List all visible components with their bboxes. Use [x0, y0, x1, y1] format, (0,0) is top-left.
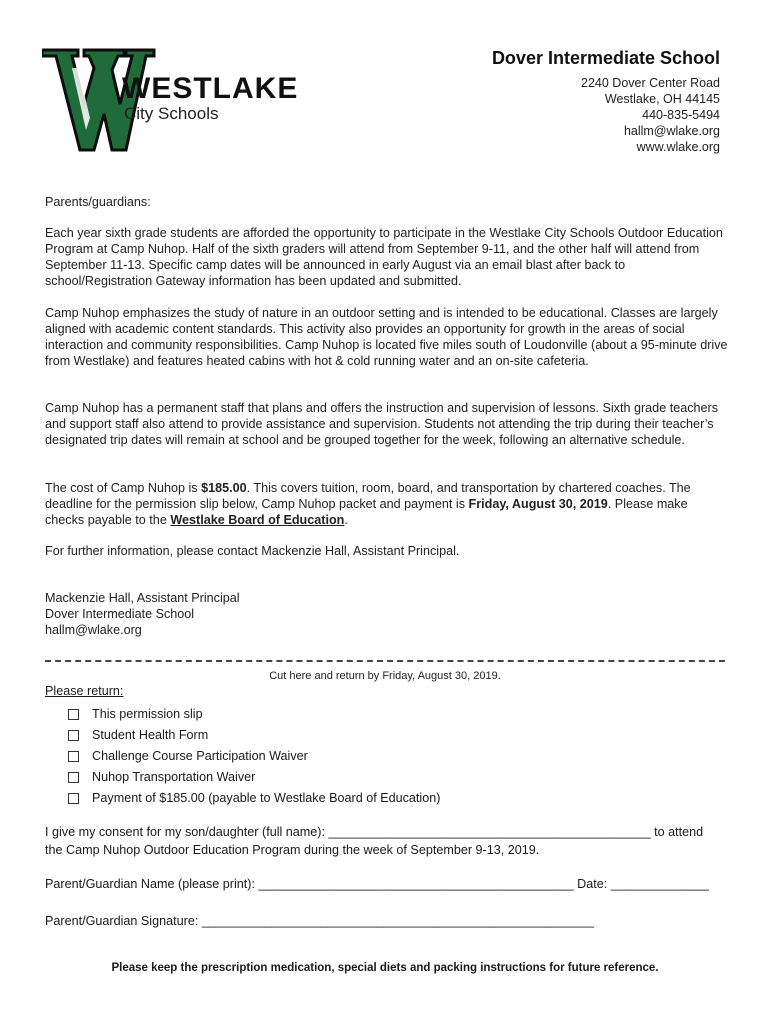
school-header: [492, 48, 720, 155]
checkbox[interactable]: [68, 793, 79, 804]
guardian-signature-field[interactable]: Parent/Guardian Signature: ________________________________________________________: [45, 914, 595, 928]
checklist-item: Payment of $185.00 (payable to Westlake Board of Education): [68, 788, 440, 809]
website-line: www.wlake.org: [636, 140, 720, 154]
signature-line: hallm@wlake.org: [45, 623, 142, 637]
email-line: hallm@wlake.org: [623, 124, 720, 138]
deadline-date: Friday, August 30, 2019: [468, 497, 608, 511]
return-checklist: [68, 704, 440, 809]
checkbox[interactable]: [68, 709, 79, 720]
address-line: 2240 Dover Center Road: [581, 76, 720, 90]
paragraph-3: Camp Nuhop has a permanent staff that plans and offers the instruction and supervision of lessons. Sixth grade teachers and support staff also attend to provide assistance and supervision. Students not attending the trip during their teacher’s designated trip dates will remain at school and be grouped together for the week, following an alternative schedule.: [45, 401, 718, 447]
signature-block: [45, 590, 729, 638]
greeting: Parents/guardians:: [45, 195, 151, 209]
cut-instruction: Cut here and return by Friday, August 30, 2019.: [269, 670, 501, 682]
checkbox[interactable]: [68, 730, 79, 741]
consent-statement: [45, 823, 735, 859]
payee-name: Westlake Board of Education: [170, 513, 345, 527]
school-name: Dover Intermediate School: [491, 48, 720, 68]
checklist-item: Challenge Course Participation Waiver: [68, 746, 440, 767]
phone-line: 440-835-5494: [642, 108, 720, 122]
westlake-logo: [42, 46, 322, 156]
signature-line: Mackenzie Hall, Assistant Principal: [45, 591, 240, 605]
signature-line: Dover Intermediate School: [45, 607, 195, 621]
consent-line-2: the Camp Nuhop Outdoor Education Program during the week of September 9-13, 2019.: [45, 843, 540, 857]
checklist-item: Nuhop Transportation Waiver: [68, 767, 440, 788]
checklist-item: This permission slip: [68, 704, 440, 725]
footer-note: Please keep the prescription medication, special diets and packing instructions for future reference.: [111, 962, 659, 974]
logo-brand-text: WESTLAKE: [122, 72, 299, 105]
cost-amount: $185.00: [201, 481, 247, 495]
paragraph-5: For further information, please contact Mackenzie Hall, Assistant Principal.: [45, 544, 460, 558]
return-title: Please return:: [45, 684, 124, 698]
paragraph-2: Camp Nuhop emphasizes the study of nature in an outdoor setting and is intended to be educational. Classes are largely aligned with academic content standards. This activity also provides an opportunity for growth in the areas of social interaction and community responsibilities. Camp Nuhop is located five miles south of Loudonville (about a 95-minute drive from Westlake) and features heated cabins with hot & cold running water and an on-site cafeteria.: [45, 306, 728, 368]
consent-line-1[interactable]: I give my consent for my son/daughter (full name): ______________________________________________ to attend: [45, 825, 704, 839]
checklist-item: Student Health Form: [68, 725, 440, 746]
guardian-name-field[interactable]: Parent/Guardian Name (please print): _____________________________________________ Date: ______________: [45, 877, 709, 891]
address-line: Westlake, OH 44145: [604, 92, 720, 106]
logo-sub-text: City Schools: [124, 104, 219, 123]
paragraph-4: The cost of Camp Nuhop is $185.00. This covers tuition, room, board, and transportation by chartered coaches. The deadline for the permission slip below, Camp Nuhop packet and payment is Friday, August 30, 2019. Please make checks payable to the Westlake Board of Education.: [45, 481, 691, 527]
cut-divider: [45, 660, 725, 662]
checkbox[interactable]: [68, 751, 79, 762]
checkbox[interactable]: [68, 772, 79, 783]
paragraph-1: Each year sixth grade students are afforded the opportunity to participate in the Westlake City Schools Outdoor Education Program at Camp Nuhop. Half of the sixth graders will attend from September 9-11, and the other half will attend from September 11-13. Specific camp dates will be announced in early August via an email blast after back to school/Registration Gateway information has been updated and submitted.: [45, 226, 723, 288]
